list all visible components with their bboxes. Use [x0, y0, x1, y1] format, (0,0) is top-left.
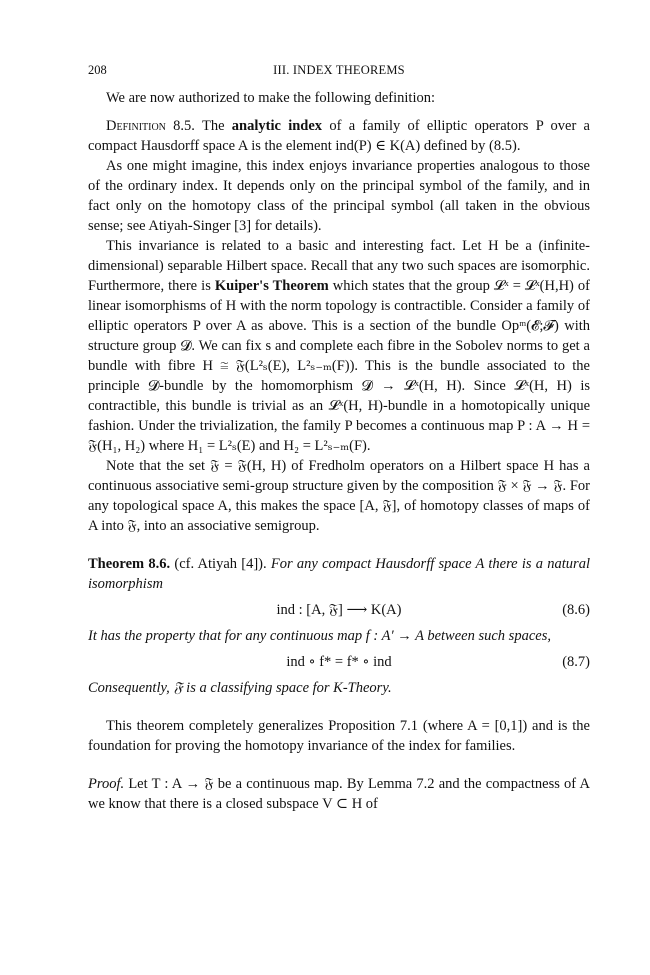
- definition-text-1: The: [201, 118, 232, 134]
- theorem-statement: [88, 554, 590, 594]
- kuiper-text-2: which states that the group 𝓛ˣ = 𝓛ˣ(H,H) of linear isomorphisms of H with the norm topology is contractible. Consider a family of elliptic operators P over A as above. This is a section of the bundle Opᵐ(𝓔;𝓕) with structure group 𝓓. We can fix s and complete each fibre in the Sobolev norms to get a bundle with fibre H ≅ 𝔉(L²ₛ(E), L²ₛ₋ₘ(F)). This is the bundle associated to the principle 𝓓-bundle by the homomorphism 𝓓 → 𝓛ˣ(H, H). Since 𝓛ˣ(H, H) is contractible, this bundle is trivial as an 𝓛ˣ(H, H)-bundle in a homotopically unique fashion. Under the trivialization, the family P becomes a continuous map P : A → H = 𝔉(H₁, H₂) where H₁ = L²ₛ(E) and H₂ = L²ₛ₋ₘ(F).: [88, 278, 590, 454]
- spacer: [88, 698, 590, 716]
- running-head: [88, 60, 590, 80]
- definition-8-5: [88, 116, 590, 156]
- proof-label: Proof.: [88, 776, 125, 792]
- kuiper-term: Kuiper's Theorem: [214, 278, 329, 294]
- kuiper-paragraph: [88, 236, 590, 456]
- equation-8-6-number: (8.6): [562, 602, 590, 618]
- equation-8-7-number: (8.7): [562, 654, 590, 670]
- proof-paragraph: [88, 774, 590, 814]
- theorem-8-6: [88, 554, 590, 698]
- kuiper-text-1: This invariance is related to a basic and interesting fact. Let H be a (infinite-dimensional) separable Hilbert space. Recall that any two such spaces are isomorphic. Furthermore, there is: [88, 238, 590, 294]
- invariance-paragraph: As one might imagine, this index enjoys invariance properties analogous to those of the ordinary index. It depends only on the principal symbol of the family, and in fact only on the homotopy class of the principal symbol (all taken in the obvious sense; see Atiyah-Singer [3] for details).: [88, 158, 590, 234]
- fredholm-paragraph: Note that the set 𝔉 = 𝔉(H, H) of Fredholm operators on a Hilbert space H has a continuous associative semi-group structure given by the composition 𝔉 × 𝔉 → 𝔉. For any topological space A, this makes the space [A, 𝔉], of homotopy classes of maps of A into 𝔉, into an associative semigroup.: [88, 458, 590, 534]
- equation-8-7-body: ind ∘ f* = f* ∘ ind: [286, 654, 392, 670]
- theorem-property: It has the property that for any continuous map f : A′ → A between such spaces,: [88, 628, 551, 644]
- page-number: 208: [88, 63, 107, 77]
- equation-8-7: [88, 646, 590, 678]
- definition-text-2: of a family of elliptic operators P over a compact Hausdorff space A is the element ind(P) ∈ K(A) defined by (8.5).: [88, 118, 590, 154]
- theorem-text: For any compact Hausdorff space A there is a natural isomorphism: [88, 556, 590, 592]
- proof-text: Let T : A → 𝔉 be a continuous map. By Lemma 7.2 and the compactness of A we know that there is a closed subspace V ⊂ H of: [88, 776, 590, 812]
- theorem-consequence: Consequently, 𝔉 is a classifying space for K-Theory.: [88, 680, 392, 696]
- equation-8-6: [88, 594, 590, 626]
- definition-label: Definition 8.5.: [106, 118, 195, 134]
- theorem-label: Theorem 8.6.: [88, 556, 171, 572]
- spacer: [88, 756, 590, 774]
- definition-term: analytic index: [231, 118, 323, 134]
- equation-8-6-body: ind : [A, 𝔉] ⟶ K(A): [276, 602, 402, 618]
- intro-paragraph: We are now authorized to make the following definition:: [106, 90, 436, 106]
- running-title: III. INDEX THEOREMS: [273, 63, 405, 77]
- theorem-citation: (cf. Atiyah [4]).: [170, 556, 271, 572]
- spacer: [88, 536, 590, 554]
- generalizes-paragraph: This theorem completely generalizes Proposition 7.1 (where A = [0,1]) and is the foundation for proving the homotopy invariance of the index for families.: [88, 718, 590, 754]
